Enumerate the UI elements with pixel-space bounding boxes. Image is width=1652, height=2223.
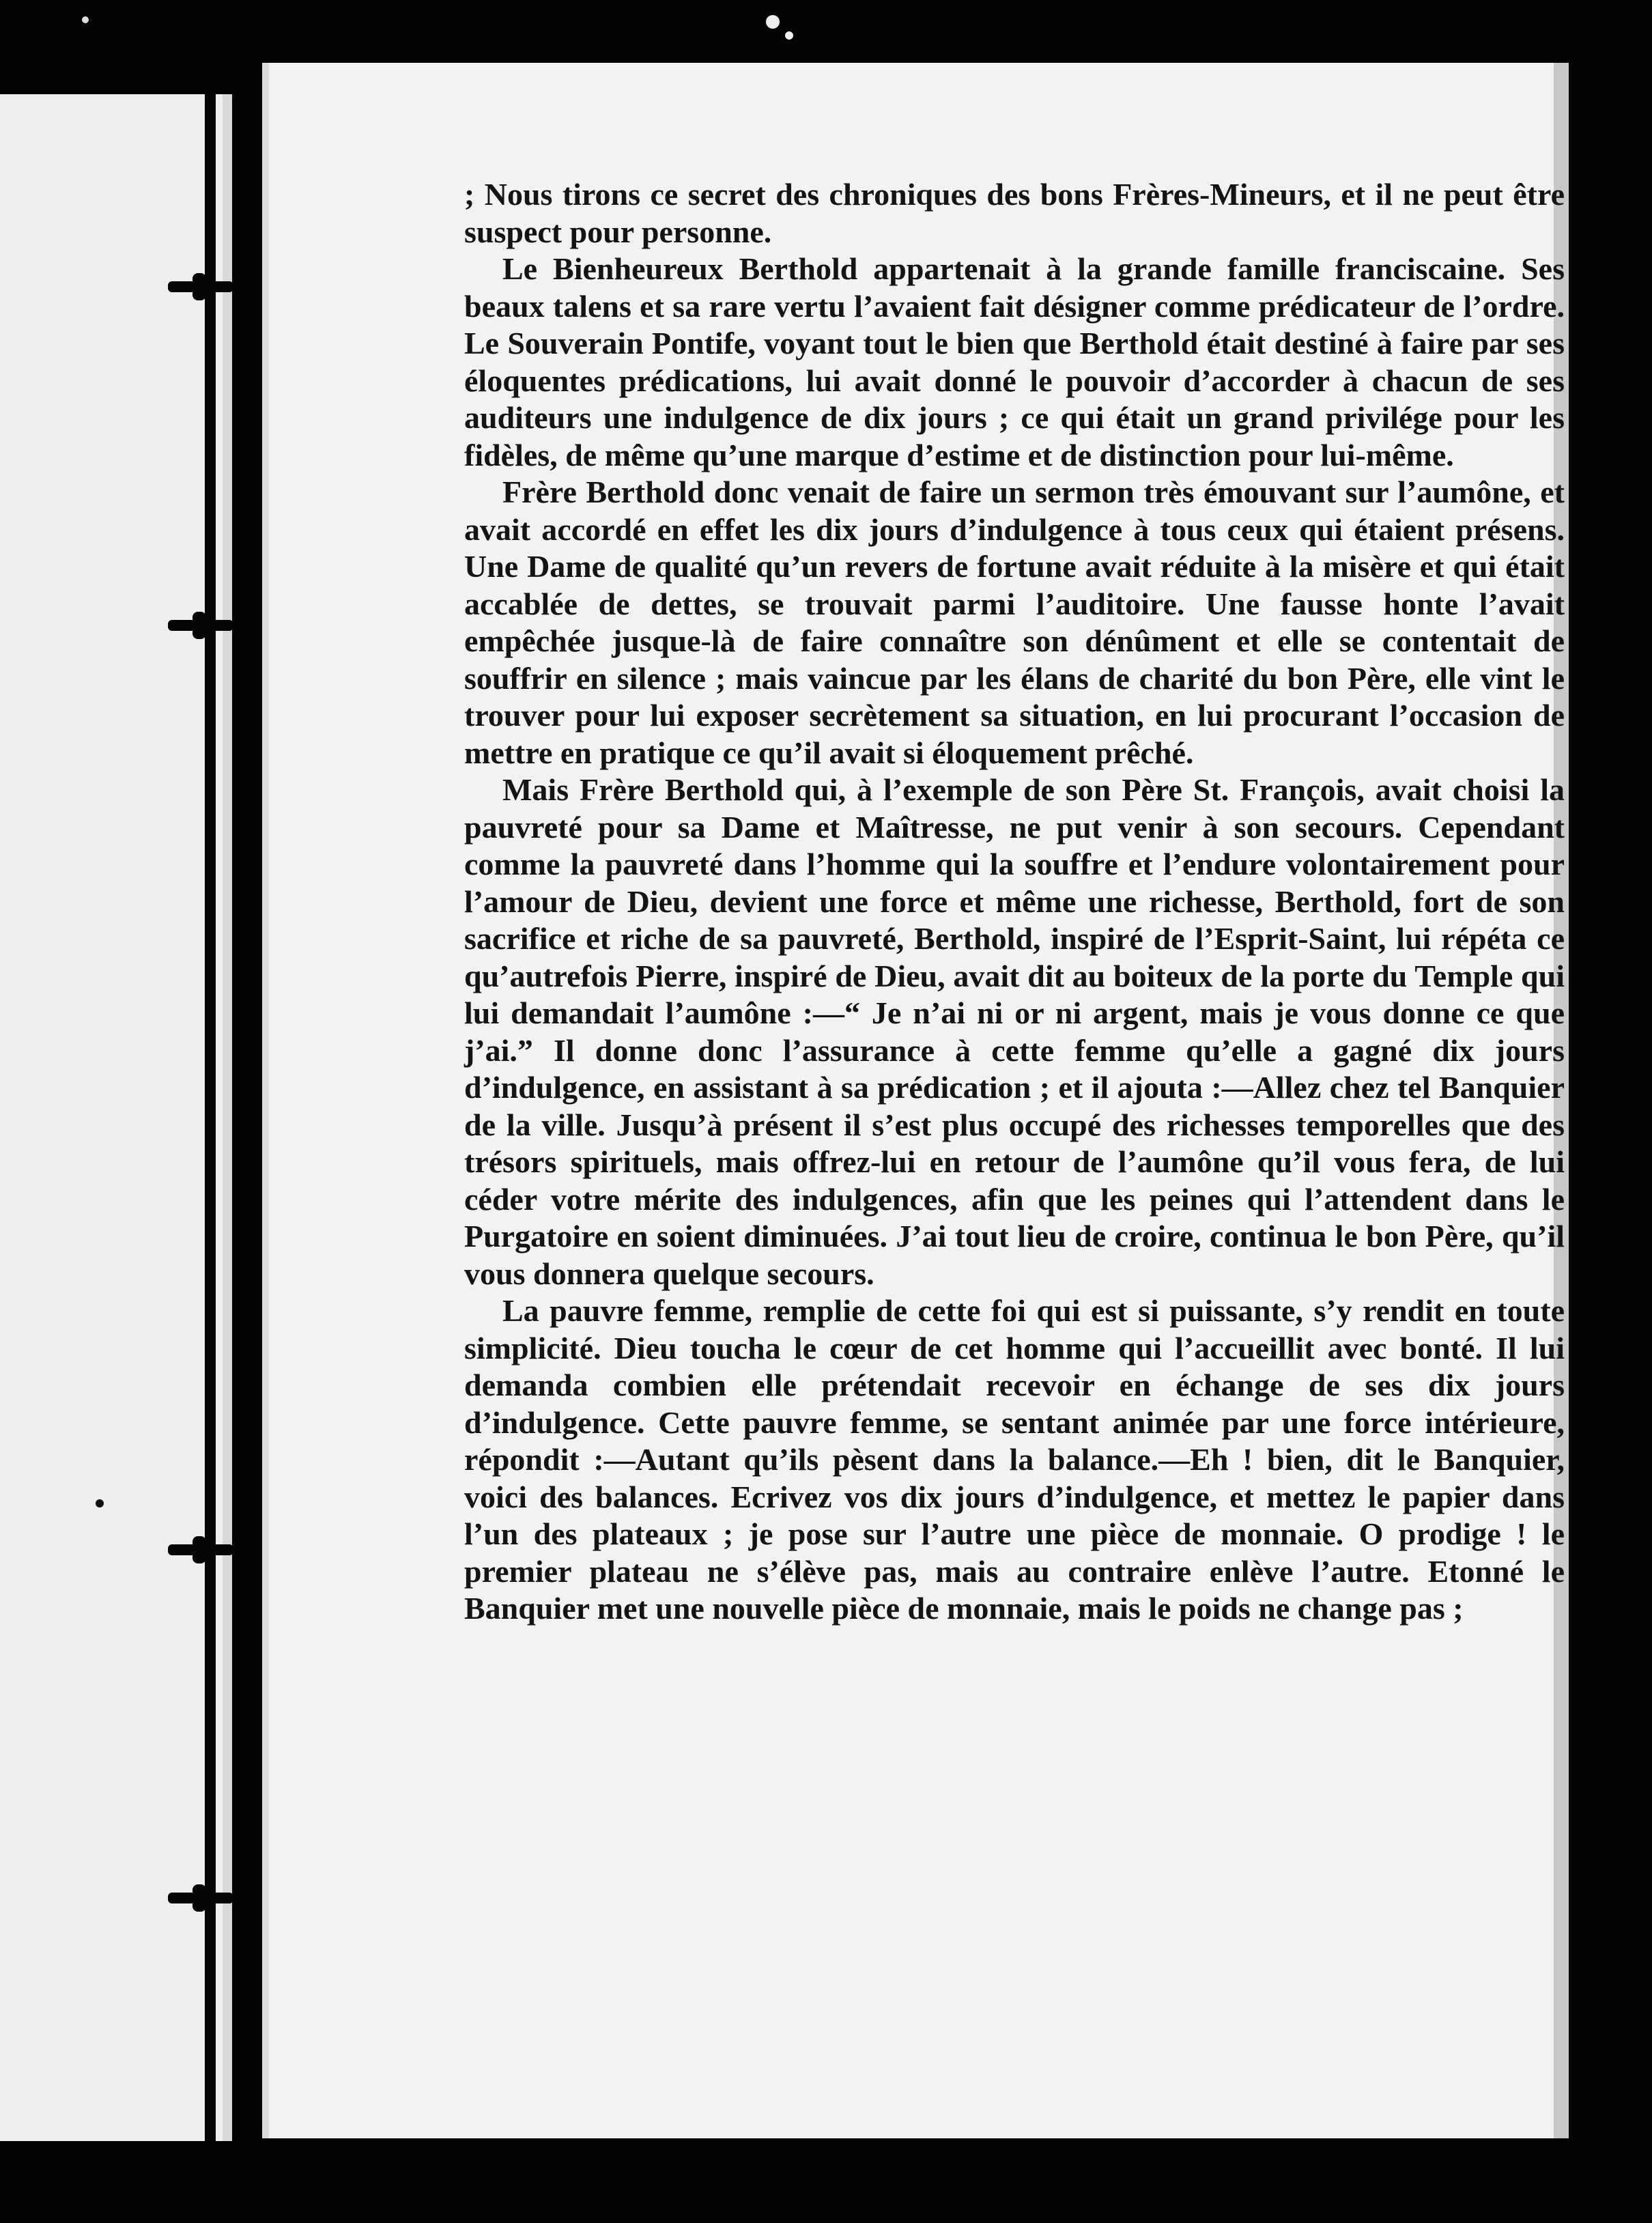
- paragraph: ; Nous tirons ce secret des chroniques des bons Frères-Mineurs, et il ne peut être suspect pour personne.: [464, 177, 1565, 249]
- paragraph: La pauvre femme, remplie de cette foi qui est si puissante, s’y rendit en toute simplicité. Dieu toucha le cœur de cet homme qui l’accueillit avec bonté. Il lui demanda combien elle prétendait recevoir en échange de ses dix jours d’indulgence. Cette pauvre femme, se sentant animée par une force intérieure, répondit :—Autant qu’ils pèsent dans la balance.—Eh ! bien, dit le Banquier, voici des balances. Ecrivez vos dix jours d’indulgence, et mettez le papier dans l’un des plateaux ; je pose sur l’autre une pièce de monnaie. O prodige ! le premier plateau ne s’élève pas, mais au contraire enlève l’autre. Etonné le Banquier met une nouvelle pièce de monnaie, mais le poids ne change pas ;: [464, 1293, 1565, 1626]
- dust-speck: [82, 16, 89, 23]
- paragraph: Mais Frère Berthold qui, à l’exemple de son Père St. François, avait choisi la pauvreté pour sa Dame et Maîtresse, ne put venir à son secours. Cependant comme la pauvreté dans l’homme qui la souffre et l’endure volontairement pour l’amour de Dieu, devient une force et même une richesse, Berthold, fort de son sacrifice et riche de sa pauvreté, Berthold, inspiré de l’Esprit-Saint, lui répéta ce qu’autrefois Pierre, inspiré de Dieu, avait dit au boiteux de la porte du Temple qui lui demandait l’aumône :—“ Je n’ai ni or ni argent, mais je vous donne ce que j’ai.” Il donne donc l’assurance à cette femme qu’elle a gagné dix jours d’indulgence, en assistant à sa prédication ; et il ajouta :—Allez chez tel Banquier de la ville. Jusqu’à présent il s’est plus occupé des richesses temporelles que des trésors spirituels, mais offrez-lui en retour de l’aumône qu’il vous fera, de lui céder votre mérite des indulgences, afin que les peines qui l’attendent dans le Purgatoire en soient diminuées. J’ai tout lieu de croire, continua le bon Père, qu’il vous donnera quelque secours.: [464, 772, 1565, 1291]
- dust-speck: [785, 31, 793, 40]
- binding-stitch: [168, 1544, 233, 1555]
- left-page: [0, 94, 232, 2141]
- body-text: [464, 176, 1565, 1628]
- paragraph: Frère Berthold donc venait de faire un sermon très émouvant sur l’aumône, et avait accordé en effet les dix jours d’indulgence à tous ceux qui étaient présens. Une Dame de qualité qu’un revers de fortune avait réduite à la misère et qui était accablée de dettes, se trouvait parmi l’auditoire. Une fausse honte l’avait empêchée jusque-là de faire connaître son dénûment et elle se contentait de souffrir en silence ; mais vaincue par les élans de charité du bon Père, elle vint le trouver pour lui exposer secrètement sa situation, en lui procurant l’occasion de mettre en pratique ce qu’il avait si éloquement prêché.: [464, 475, 1565, 770]
- paragraph: Le Bienheureux Berthold appartenait à la grande famille franciscaine. Ses beaux talens et sa rare vertu l’avaient fait désigner comme prédicateur de l’ordre. Le Souverain Pontife, voyant tout le bien que Berthold était destiné à faire par ses éloquentes prédications, lui avait donné le pouvoir d’accorder à chacun de ses auditeurs une indulgence de dix jours ; ce qui était un grand privilége pour les fidèles, de même qu’une marque d’estime et de distinction pour lui-même.: [464, 251, 1565, 472]
- dust-speck: [766, 15, 780, 29]
- binding-stitch: [168, 620, 233, 631]
- binding-stitch: [168, 281, 233, 292]
- binding-spine: [205, 94, 216, 2141]
- ink-speck: [96, 1499, 104, 1507]
- binding-stitch: [168, 1893, 233, 1903]
